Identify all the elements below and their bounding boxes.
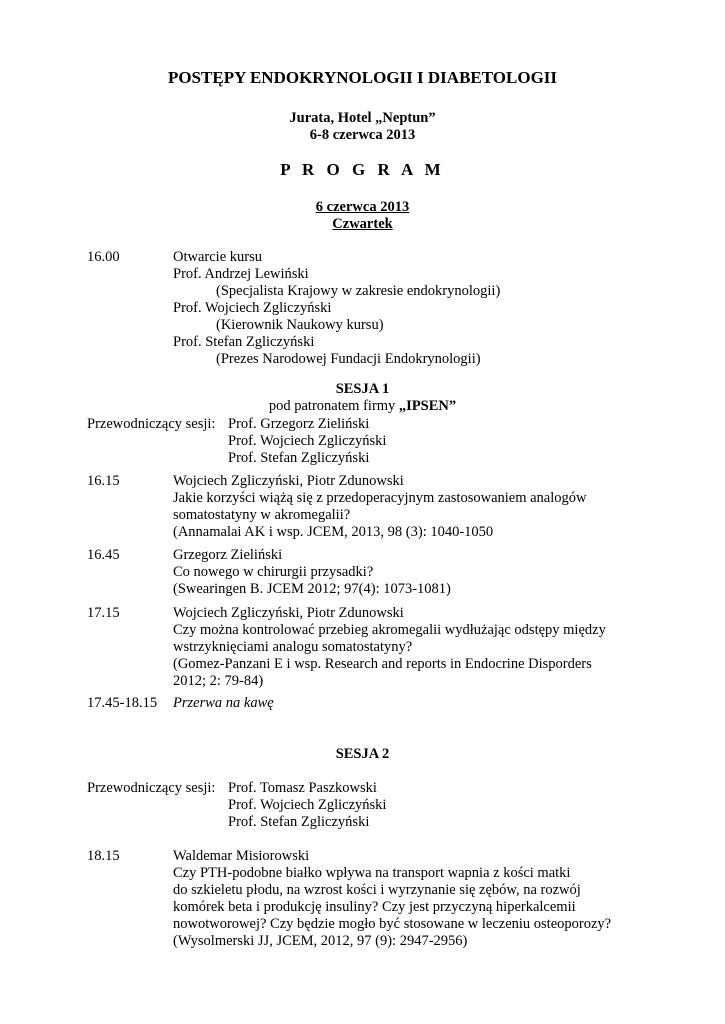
break-time: 17.45-18.15 (87, 695, 158, 711)
talk-line: somatostatyny w akromegalii? (173, 507, 351, 523)
chair-name: Prof. Wojciech Zgliczyński (228, 797, 387, 813)
session1-title: SESJA 1 (335, 381, 390, 397)
document-title: POSTĘPY ENDOKRYNOLOGII I DIABETOLOGII (167, 68, 558, 87)
chair-name: Prof. Wojciech Zgliczyński (228, 433, 387, 449)
venue: Jurata, Hotel „Neptun” (289, 110, 436, 126)
talk-line: Grzegorz Zieliński (173, 547, 283, 563)
chair-name: Prof. Grzegorz Zieliński (228, 416, 370, 432)
opening-line: (Prezes Narodowej Fundacji Endokrynologii) (216, 351, 481, 367)
break-label: Przerwa na kawę (173, 695, 274, 711)
talk-line: Wojciech Zgliczyński, Piotr Zdunowski (173, 473, 404, 489)
talk-time: 17.15 (87, 605, 120, 621)
talk-time: 16.45 (87, 547, 120, 563)
day-date: 6 czerwca 2013 (315, 199, 410, 215)
sponsor-prefix: pod patronatem firmy (268, 398, 399, 414)
opening-line: Prof. Andrzej Lewiński (173, 266, 309, 282)
chair-name: Prof. Stefan Zgliczyński (228, 814, 370, 830)
talk-line: Wojciech Zgliczyński, Piotr Zdunowski (173, 605, 404, 621)
talk-line: komórek beta i produkcję insuliny? Czy jest przyczyną hiperkalcemii (173, 899, 576, 915)
event-dates: 6-8 czerwca 2013 (309, 127, 416, 143)
talk-line: do szkieletu płodu, na wzrost kości i wyrzynanie się zębów, na rozwój (173, 882, 581, 898)
talk-line: wstrzyknięciami analogu somatostatyny? (173, 639, 413, 655)
opening-line: (Specjalista Krajowy w zakresie endokrynologii) (216, 283, 501, 299)
chairs-label: Przewodniczący sesji: (87, 416, 216, 432)
session1-sponsor-line (0, 398, 725, 415)
opening-line: Otwarcie kursu (173, 249, 262, 265)
program-heading: P R O G R A M (280, 160, 445, 179)
talk-line: 2012; 2: 79-84) (173, 673, 264, 689)
talk-line: Co nowego w chirurgii przysadki? (173, 564, 374, 580)
talk-time: 18.15 (87, 848, 120, 864)
talk-line: (Gomez-Panzani E i wsp. Research and reports in Endocrine Disporders (173, 656, 592, 672)
session2-title: SESJA 2 (335, 746, 390, 762)
opening-line: Prof. Wojciech Zgliczyński (173, 300, 332, 316)
talk-line: (Annamalai AK i wsp. JCEM, 2013, 98 (3): 1040-1050 (173, 524, 494, 540)
opening-line: (Kierownik Naukowy kursu) (216, 317, 384, 333)
talk-time: 16.15 (87, 473, 120, 489)
talk-line: Czy PTH-podobne białko wpływa na transport wapnia z kości matki (173, 865, 571, 881)
talk-line: nowotworowej? Czy będzie mogło być stosowane w leczeniu osteoporozy? (173, 916, 612, 932)
opening-time: 16.00 (87, 249, 120, 265)
talk-line: (Wysolmerski JJ, JCEM, 2012, 97 (9): 2947-2956) (173, 933, 468, 949)
talk-line: (Swearingen B. JCEM 2012; 97(4): 1073-1081) (173, 581, 451, 597)
chair-name: Prof. Tomasz Paszkowski (228, 780, 377, 796)
opening-line: Prof. Stefan Zgliczyński (173, 334, 315, 350)
chair-name: Prof. Stefan Zgliczyński (228, 450, 370, 466)
day-weekday: Czwartek (332, 216, 393, 232)
chairs-label: Przewodniczący sesji: (87, 780, 216, 796)
talk-line: Czy można kontrolować przebieg akromegalii wydłużając odstępy między (173, 622, 606, 638)
talk-line: Jakie korzyści wiążą się z przedoperacyjnym zastosowaniem analogów (173, 490, 587, 506)
talk-line: Waldemar Misiorowski (173, 848, 310, 864)
sponsor-name: „IPSEN” (398, 398, 457, 414)
